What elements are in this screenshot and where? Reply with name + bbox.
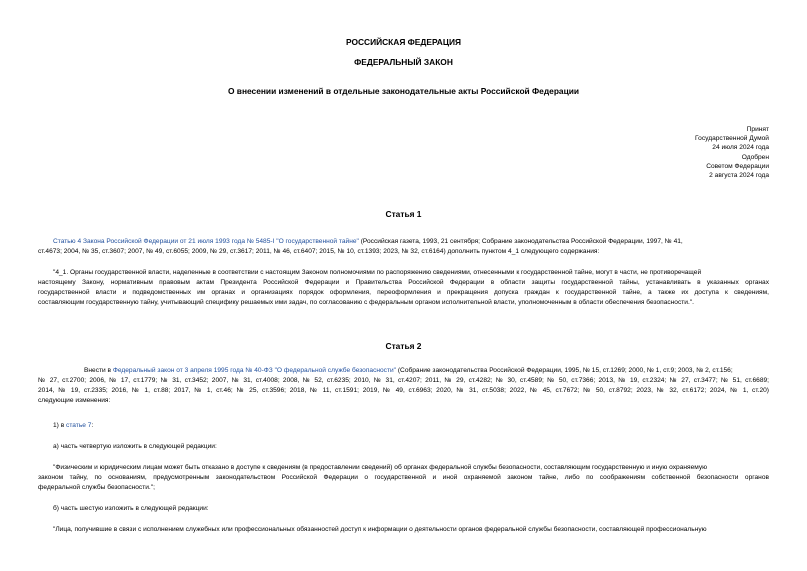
item-1-prefix: 1) в bbox=[53, 422, 67, 429]
item-1-suffix: : bbox=[91, 422, 94, 429]
article-1-quote bbox=[38, 268, 769, 308]
item-b-quote bbox=[38, 525, 769, 535]
article-2-heading: Статья 2 bbox=[385, 341, 422, 351]
item-a: а) часть четвертую изложить в следующей редакции: bbox=[53, 443, 217, 450]
quote-line: государственной власти и подведомственных им органах и организациях порядок оформления, переоформления и прекращения допуска граждан к государственной тайне, а также их доступа к сведениям, bbox=[38, 289, 769, 297]
item-1 bbox=[53, 421, 93, 431]
article-2-intro-text: (Собрание законодательства Российской Федерации, 1995, № 15, ст.1269; 2000, № 1, ст.9; 2003, № 2, ст.156; bbox=[396, 367, 733, 374]
quote-line: "4_1. Органы государственной власти, наделенные в соответствии с настоящим Законом полномочиями по распоряжению сведениями, отнесенными к государственной тайне, могут в части, не противоречащей bbox=[53, 269, 702, 276]
law-link-fsb[interactable]: Федеральный закон от 3 апреля 1995 года № 40-ФЗ "О федеральной службе безопасности" bbox=[112, 367, 397, 374]
article-1-intro bbox=[38, 237, 769, 257]
country-heading: РОССИЙСКАЯ ФЕДЕРАЦИЯ bbox=[345, 37, 462, 47]
article-1-heading: Статья 1 bbox=[385, 209, 422, 219]
item-a-quote bbox=[38, 463, 769, 493]
article-1-intro-text: (Российская газета, 1993, 21 сентября; Собрание законодательства Российской Федерации, 1997, № 41, bbox=[358, 238, 683, 245]
article-7-link[interactable]: статье 7 bbox=[66, 422, 92, 429]
quote-line: "Физическим и юридическим лицам может быть отказано в доступе к сведениям (в предоставлении сведений) об органах федеральной службы безопасности, составляющим государственную и иную охраняемую bbox=[53, 464, 708, 471]
quote-line: законом тайну, по основаниям, предусмотренным законодательством Российской Федерации о государственной и иной охраняемой законом тайне, либо по соображениям собственной безопасности органов bbox=[38, 474, 769, 482]
item-b: б) часть шестую изложить в следующей редакции: bbox=[53, 505, 209, 512]
adoption-block bbox=[695, 125, 769, 180]
doc-type-heading: ФЕДЕРАЛЬНЫЙ ЗАКОН bbox=[354, 57, 453, 67]
quote-line: составляющим государственную тайну, учитывающий специфику решаемых ими задач, по согласованию с федеральным органом исполнительной власти, уполномоченным в области обеспечения безопасности.". bbox=[38, 299, 694, 307]
adoption-line: Советом Федерации bbox=[706, 162, 769, 170]
article-2-intro-line: следующие изменения: bbox=[38, 397, 111, 405]
law-link-state-secret[interactable]: Статью 4 Закона Российской Федерации от 21 июля 1993 года № 5485-I "О государственной тайне" bbox=[53, 238, 359, 245]
adoption-line: 24 июля 2024 года bbox=[712, 144, 769, 152]
adoption-line: 2 августа 2024 года bbox=[709, 172, 769, 180]
quote-line: федеральной службы безопасности."; bbox=[38, 484, 155, 492]
adoption-line: Одобрен bbox=[741, 153, 769, 161]
quote-line: "Лица, получившие в связи с исполнением служебных или профессиональных обязанностей доступ к информации о деятельности органов федеральной службы безопасности, составляющей профессиональную bbox=[53, 526, 707, 533]
article-2-intro-line: 2014, № 19, ст.2335; 2016, № 1, ст.88; 2017, № 1, ст.46; № 25, ст.3596; 2018, № 11, ст.1591; 2019, № 49, ст.6963; 2020, № 31, ст.5038; 2022, № 45, ст.7672; № 50, ст.8792; 2023, № 32, ст.6172; 2024, № 1, ст.20) bbox=[38, 387, 769, 395]
article-2-intro-line: № 27, ст.2700; 2006, № 17, ст.1779; № 31, ст.3452; 2007, № 31, ст.4008; 2008, № 52, ст.6235; 2010, № 31, ст.4207; 2011, № 29, ст.4282; № 30, ст.4589; № 50, ст.7366; 2013, № 19, ст.2324; № 27, ст.3477; № 51, ст.6689; bbox=[38, 377, 769, 385]
document-title: О внесении изменений в отдельные законодательные акты Российской Федерации bbox=[227, 86, 580, 96]
article-2-intro-prefix: Внести в bbox=[84, 367, 113, 374]
adoption-line: Принят bbox=[746, 126, 769, 133]
article-1-intro-line: ст.4673; 2004, № 35, ст.3607; 2007, № 49, ст.6055; 2009, № 29, ст.3617; 2011, № 46, ст.6407; 2015, № 10, ст.1393; 2023, № 32, ст.6164) дополнить пунктом 4_1 следующего содержания: bbox=[38, 248, 600, 256]
article-2-intro bbox=[38, 366, 769, 406]
quote-line: настоящему Закону, нормативным правовым актам Президента Российской Федерации и Правительства Российской Федерации в области защиты государственной тайны, устанавливать в указанных органах bbox=[38, 279, 769, 287]
adoption-line: Государственной Думой bbox=[695, 135, 769, 143]
